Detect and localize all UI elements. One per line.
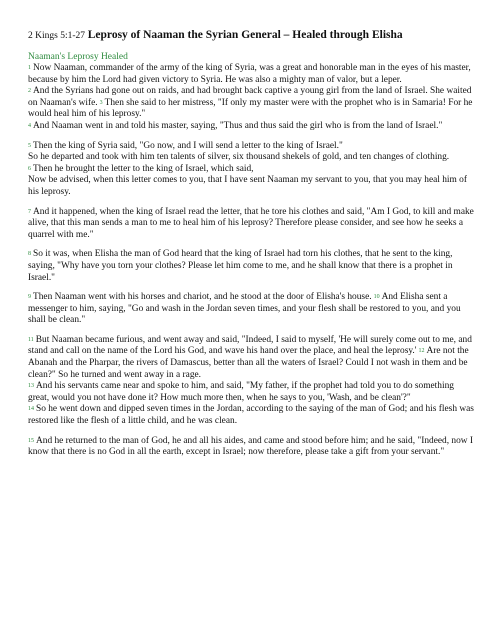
- paragraph: [28, 292, 475, 327]
- scripture-reference: 2 Kings 5:1-27: [28, 31, 85, 41]
- verse-text: Then she said to her mistress, "If only my master were with the prophet who is in Samaria! For he would heal him of his leprosy.": [28, 97, 473, 120]
- verse-text: Are not the Abanah and the Pharpar, the rivers of Damascus, better than all the waters of Israel? Could I not wash in them and be clean?" So he turned and went away in a rage.: [28, 346, 469, 380]
- verse-line: [28, 381, 475, 404]
- verse-text: Then he brought the letter to the king of Israel, which said,: [33, 163, 254, 174]
- verse-number: 12: [418, 348, 425, 355]
- verse-number: 4: [28, 122, 31, 129]
- verse-text: And his servants came near and spoke to him, and said, "My father, if the prophet had told you to do something great, would you not have done it? How much more then, when he says to you, 'Wash, and be clean'?": [28, 381, 454, 403]
- verse-text: Now be advised, when this letter comes to you, that I have sent Naaman my servant to you, that you may heal him of his leprosy.: [28, 175, 467, 197]
- verse-line: [28, 63, 475, 86]
- verse-number: 11: [28, 336, 34, 343]
- verse-number: 14: [28, 406, 34, 413]
- verse-line: [28, 292, 475, 327]
- verse-number: 15: [28, 437, 34, 444]
- verse-number: 9: [28, 294, 31, 301]
- verse-line: [28, 207, 475, 242]
- verse-text: Now Naaman, commander of the army of the king of Syria, was a great and honorable man in the eyes of his master, because by him the Lord had given victory to Syria. He was also a mighty man of valor, but a leper.: [28, 63, 471, 85]
- verse-text: And Elisha sent a messenger to him, saying, "Go and wash in the Jordan seven times, and your flesh shall be restored to you, and you shall be clean.": [28, 292, 461, 326]
- paragraph: [28, 249, 475, 284]
- document-body: [28, 63, 475, 459]
- verse-line: [28, 86, 475, 121]
- verse-number: 6: [28, 165, 31, 172]
- verse-text: And he returned to the man of God, he and all his aides, and came and stood before him; and he said, "Indeed, now I know that there is no God in all the earth, except in Israel; now therefore, please take a gift from your servant.": [28, 435, 474, 458]
- verse-text: But Naaman became furious, and went away and said, "Indeed, I said to myself, 'He will surely come out to me, and stand and call on the name of the Lord his God, and wave his hand over the place, and heal the leprosy.': [28, 334, 472, 357]
- paragraph: [28, 63, 475, 133]
- verse-number: 2: [28, 88, 31, 95]
- verse-line: [28, 152, 475, 164]
- verse-text: So it was, when Elisha the man of God heard that the king of Israel had torn his clothes, that he sent to the king, saying, "Why have you torn your clothes? Please let him come to me, and he shall know that there is a prophet in Israel.": [28, 249, 453, 283]
- verse-number: 7: [28, 208, 31, 215]
- paragraph: [28, 335, 475, 428]
- verse-line: [28, 175, 475, 198]
- verse-text: And Naaman went in and told his master, saying, "Thus and thus said the girl who is from the land of Israel.": [33, 120, 443, 131]
- paragraph: [28, 436, 475, 459]
- title-line: [28, 28, 475, 43]
- verse-number: 13: [28, 383, 34, 390]
- verse-text: Then Naaman went with his horses and chariot, and he stood at the door of Elisha's house.: [33, 292, 372, 303]
- verse-text: And the Syrians had gone out on raids, and had brought back captive a young girl from the land of Israel. She waited on Naaman's wife.: [28, 86, 472, 108]
- verse-text: So he departed and took with him ten talents of silver, six thousand shekels of gold, and ten changes of clothing.: [28, 152, 450, 163]
- paragraph: [28, 141, 475, 199]
- verse-line: [28, 249, 475, 284]
- verse-line: [28, 141, 475, 153]
- verse-line: [28, 121, 475, 133]
- verse-text: Then the king of Syria said, "Go now, and I will send a letter to the king of Israel.": [33, 140, 343, 151]
- paragraph: [28, 207, 475, 242]
- page-title: Leprosy of Naaman the Syrian General – Healed through Elisha: [87, 29, 403, 41]
- verse-number: 8: [28, 251, 31, 258]
- verse-line: [28, 335, 475, 381]
- verse-text: So he went down and dipped seven times in the Jordan, according to the saying of the man of God; and his flesh was restored like the flesh of a little child, and he was clean.: [28, 404, 474, 427]
- verse-line: [28, 164, 475, 176]
- verse-number: 1: [28, 65, 31, 71]
- verse-number: 10: [373, 294, 380, 301]
- verse-line: [28, 404, 475, 427]
- verse-number: 5: [28, 142, 31, 149]
- verse-line: [28, 436, 475, 459]
- verse-text: And it happened, when the king of Israel read the letter, that he tore his clothes and said, "Am I God, to kill and make alive, that this man sends a man to me to heal him of his leprosy? Therefore please consider, and see how he seeks a quarrel with me.": [28, 206, 474, 240]
- section-heading: Naaman's Leprosy Healed: [28, 52, 128, 62]
- verse-number: 3: [99, 99, 103, 106]
